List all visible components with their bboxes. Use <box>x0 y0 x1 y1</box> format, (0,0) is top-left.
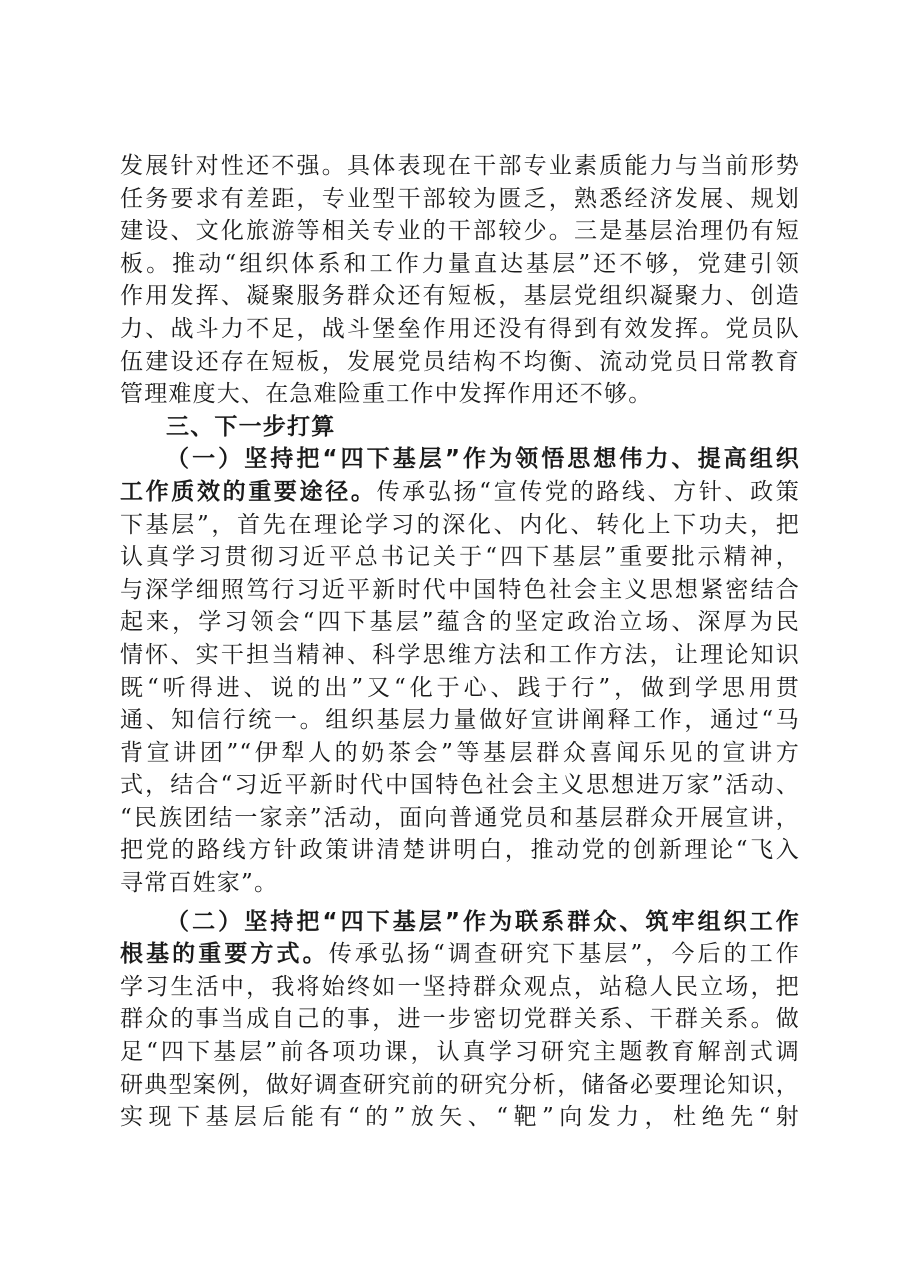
text-line: 足“四下基层”前各项功课，认真学习研究主题教育解剖式调 <box>120 1039 800 1066</box>
text-fragment: 传承弘扬“宣传党的路线、方针、政策 <box>376 478 800 505</box>
paragraph-shortcomings <box>120 150 800 411</box>
text-line: 管理难度大、在急难险重工作中发挥作用还不够。 <box>120 381 653 408</box>
text-line: 通、知信行统一。组织基层力量做好宣讲阐释工作，通过“马 <box>120 707 800 734</box>
text-line: 任务要求有差距，专业型干部较为匮乏，熟悉经济发展、规划 <box>120 185 800 212</box>
text-line: 式，结合“习近平新时代中国特色社会主义思想进万家”活动、 <box>120 772 800 799</box>
subheading-line: 工作质效的重要途径。 <box>120 478 377 505</box>
text-line: 建设、文化旅游等相关专业的干部较少。三是基层治理仍有短 <box>120 218 800 245</box>
text-line <box>120 476 800 509</box>
subheading-line: （一）坚持把“四下基层”作为领悟思想伟力、提高组织 <box>166 446 800 473</box>
paragraph-plan-two <box>120 906 800 1134</box>
text-line: 情怀、实干担当精神、科学思维方法和工作方法，让理论知识 <box>120 641 800 668</box>
text-line: 力、战斗力不足，战斗堡垒作用还没有得到有效发挥。党员队 <box>120 315 800 342</box>
text-line: 认真学习贯彻习近平总书记关于“四下基层”重要批示精神， <box>120 544 800 571</box>
text-line: 板。推动“组织体系和工作力量直达基层”还不够，党建引领 <box>120 250 800 277</box>
text-line: 发展针对性还不强。具体表现在干部专业素质能力与当前形势 <box>120 153 800 179</box>
text-line: 学习生活中，我将始终如一坚持群众观点，站稳人民立场，把 <box>120 973 800 1000</box>
text-line: 寻常百姓家”。 <box>120 870 279 897</box>
text-line: 实现下基层后能有“的”放矢、“靶”向发力，杜绝先“射 <box>120 1104 800 1131</box>
text-line: 下基层”，首先在理论学习的深化、内化、转化上下功夫，把 <box>120 511 800 538</box>
text-fragment: 传承弘扬“调查研究下基层”，今后的工作 <box>328 941 800 968</box>
text-line: 起来，学习领会“四下基层”蕴含的坚定政治立场、深厚为民 <box>120 609 800 636</box>
text-line: 与深学细照笃行习近平新时代中国特色社会主义思想紧密结合 <box>120 576 800 603</box>
subheading-line: 根基的重要方式。 <box>120 941 329 968</box>
text-line: 把党的路线方针政策讲清楚讲明白，推动党的创新理论“飞入 <box>120 837 800 864</box>
text-line: “民族团结一家亲”活动，面向普通党员和基层群众开展宣讲， <box>120 804 800 831</box>
paragraph-plan-one <box>120 443 800 899</box>
text-line: 作用发挥、凝聚服务群众还有短板，基层党组织凝聚力、创造 <box>120 283 800 310</box>
text-line: 伍建设还存在短板，发展党员结构不均衡、流动党员日常教育 <box>120 348 800 375</box>
subheading-line: （二）坚持把“四下基层”作为联系群众、筑牢组织工作 <box>166 908 800 935</box>
text-line: 研典型案例，做好调查研究前的研究分析，储备必要理论知识， <box>120 1071 800 1098</box>
section-heading: 三、下一步打算 <box>166 413 336 440</box>
document-body <box>120 150 800 1134</box>
text-line: 背宣讲团”“伊犁人的奶茶会”等基层群众喜闻乐见的宣讲方 <box>120 739 800 766</box>
text-line: 群众的事当成自己的事，进一步密切党群关系、干群关系。做 <box>120 1006 800 1033</box>
text-line <box>120 938 800 971</box>
text-line: 既“听得进、说的出”又“化于心、践于行”，做到学思用贯 <box>120 674 800 701</box>
